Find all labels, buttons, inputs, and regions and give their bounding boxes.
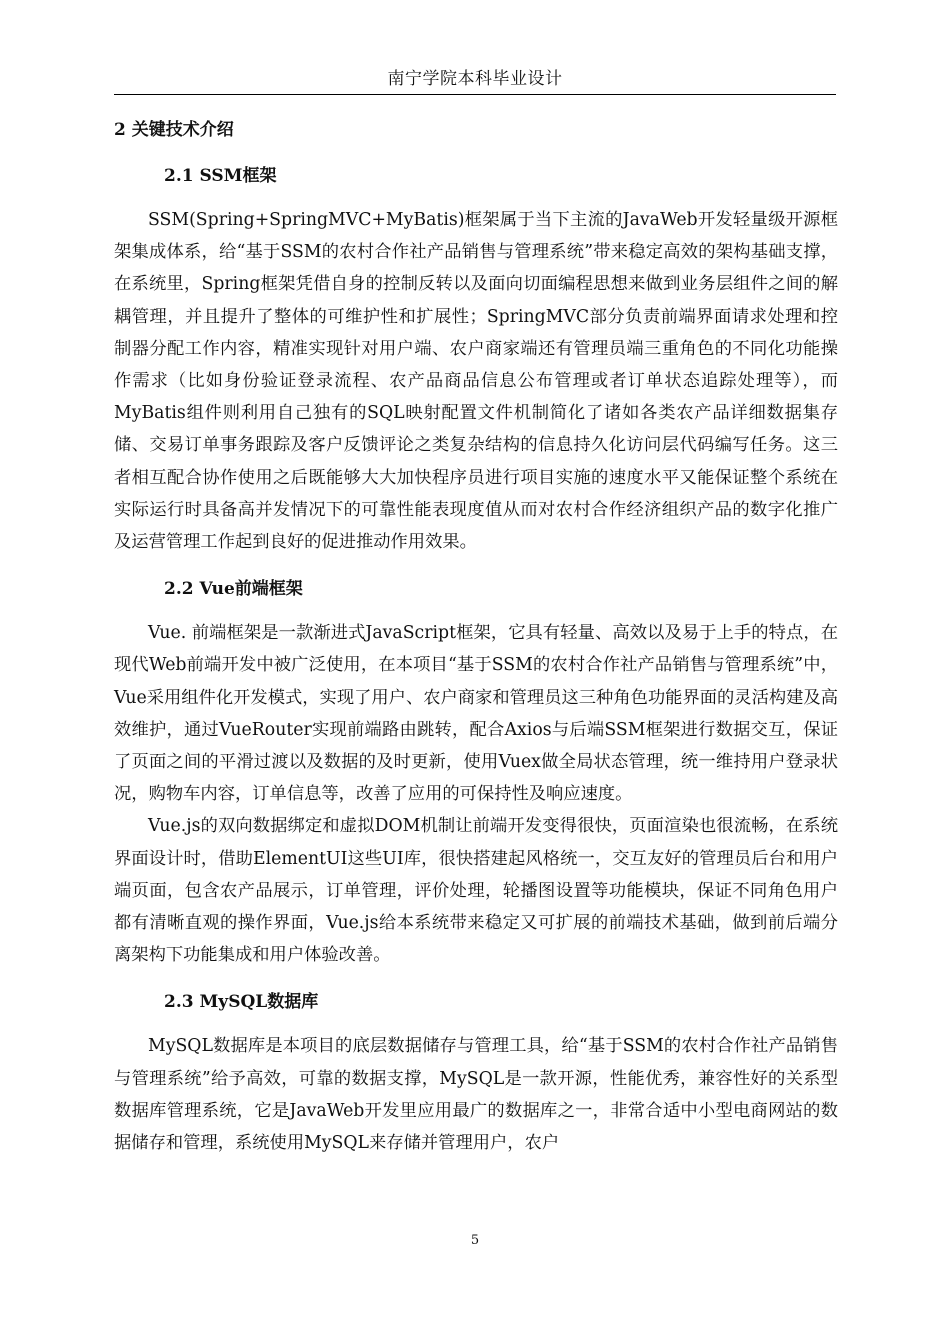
paragraph-ssm: SSM(Spring+SpringMVC+MyBatis)框架属于当下主流的JavaWeb开发轻量级开源框架集成体系，给“基于SSM的农村合作社产品销售与管理系统”带来稳定高效的架构基础支撑，在系统里，Spring框架凭借自身的控制反转以及面向切面编程思想来做到业务层组件之间的解耦管理，并且提升了整体的可维护性和扩展性；SpringMVC部分负责前端界面请求处理和控制器分配工作内容，精准实现针对用户端、农户商家端还有管理员端三重角色的不同化功能操作需求（比如身份验证登录流程、农产品商品信息公布管理或者订单状态追踪处理等），而MyBatis组件则利用自己独有的SQL映射配置文件机制简化了诸如各类农产品详细数据集存储、交易订单事务跟踪及客户反馈评论之类复杂结构的信息持久化访问层代码编写任务。这三者相互配合协作使用之后既能够大大加快程序员进行项目实施的速度水平又能保证整个系统在实际运行时具备高并发情况下的可靠性能表现度值从而对农村合作经济组织产品的数字化推广及运营管理工作起到良好的促进推动作用效果。	[114, 210, 838, 553]
section-heading: 2 关键技术介绍	[114, 120, 234, 140]
running-header: 南宁学院本科毕业设计	[387, 69, 563, 89]
page-body	[114, 114, 838, 1174]
paragraph-vue-1: Vue. 前端框架是一款渐进式JavaScript框架，它具有轻量、高效以及易于上手的特点，在现代Web前端开发中被广泛使用，在本项目“基于SSM的农村合作社产品销售与管理系统”中，Vue采用组件化开发模式，实现了用户、农户商家和管理员这三种角色功能界面的灵活构建及高效维护，通过VueRouter实现前端路由跳转，配合Axios与后端SSM框架进行数据交互，保证了页面之间的平滑过渡以及数据的及时更新，使用Vuex做全局状态管理，统一维持用户登录状况，购物车内容，订单信息等，改善了应用的可保持性及响应速度。	[114, 623, 838, 805]
subsection-heading-ssm: 2.1 SSM框架	[164, 166, 277, 186]
subsection-heading-vue: 2.2 Vue前端框架	[164, 579, 303, 600]
paragraph-mysql: MySQL数据库是本项目的底层数据储存与管理工具，给“基于SSM的农村合作社产品销售与管理系统”给予高效，可靠的数据支撑，MySQL是一款开源，性能优秀，兼容性好的关系型数据库管理系统，它是JavaWeb开发里应用最广的数据库之一，非常合适中小型电商网站的数据储存和管理，系统使用MySQL来存储并管理用户，农户	[114, 1036, 838, 1154]
paragraph-vue-2: Vue.js的双向数据绑定和虚拟DOM机制让前端开发变得很快，页面渲染也很流畅，在系统界面设计时，借助ElementUI这些UI库，很快搭建起风格统一，交互友好的管理员后台和用户端页面，包含农产品展示，订单管理，评价处理，轮播图设置等功能模块，保证不同角色用户都有清晰直观的操作界面，Vue.js给本系统带来稳定又可扩展的前端技术基础，做到前后端分离架构下功能集成和用户体验改善。	[114, 816, 838, 966]
subsection-heading-mysql: 2.3 MySQL数据库	[164, 992, 319, 1013]
page-number: 5	[470, 1233, 480, 1248]
header-rule	[114, 94, 836, 95]
